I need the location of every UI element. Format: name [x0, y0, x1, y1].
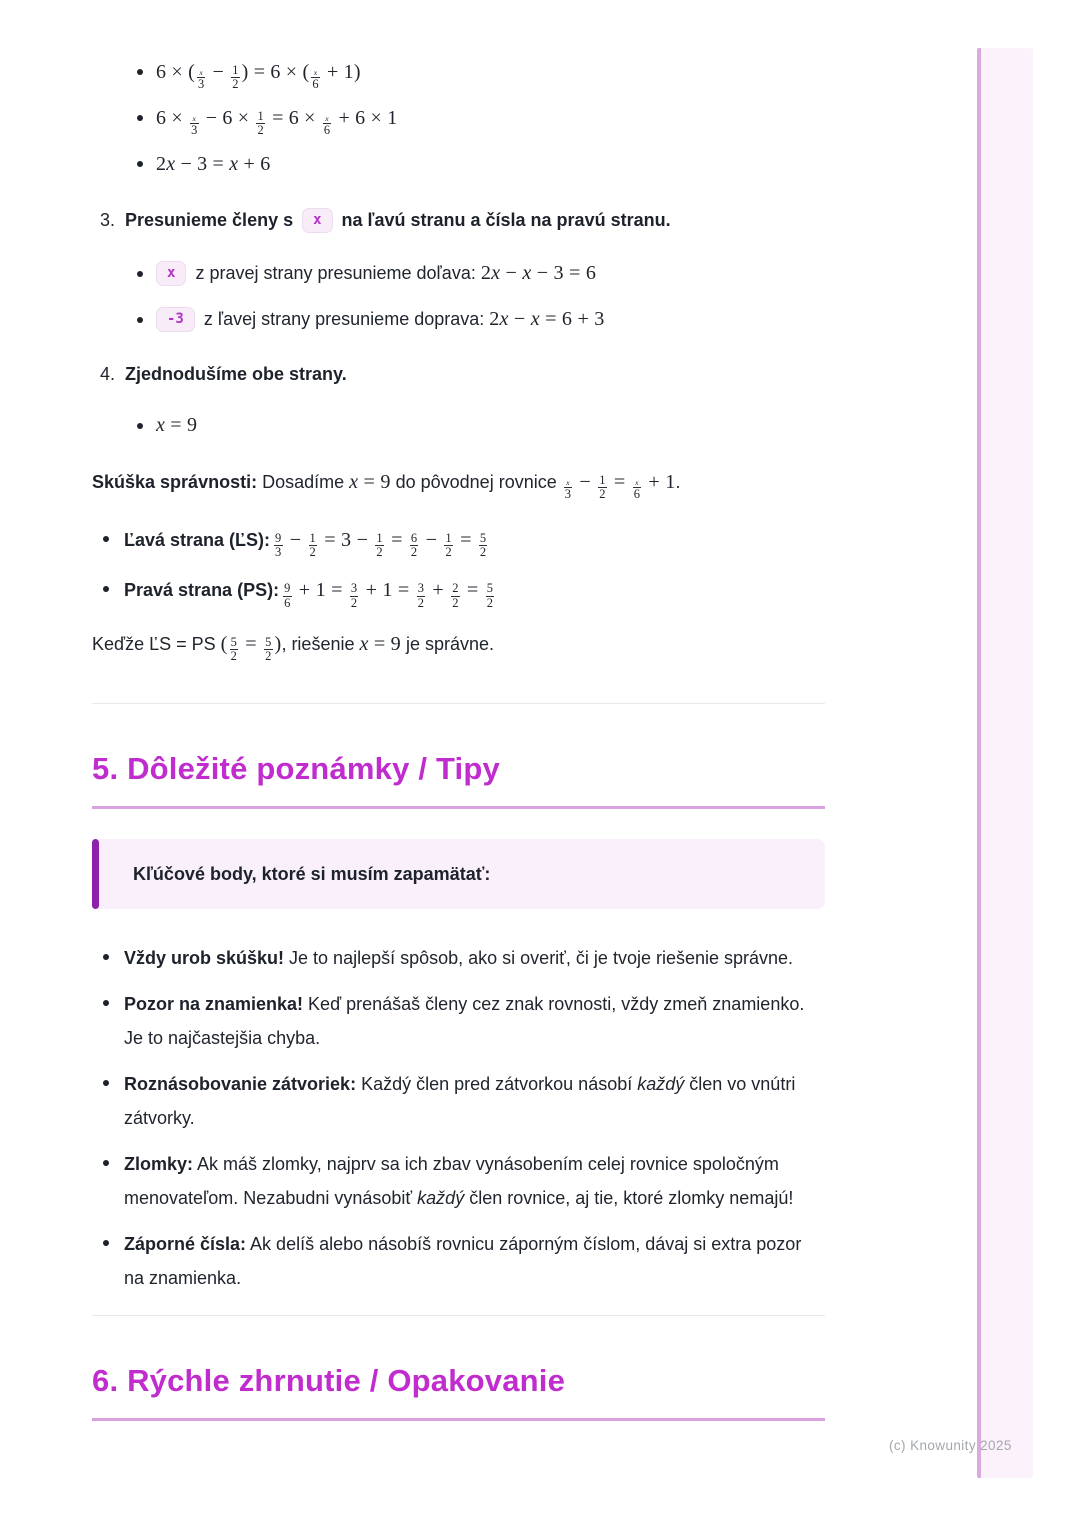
fraction-numerator: 5: [486, 581, 494, 596]
math-expression: $\frac{9}{3}$ − $\frac{1}{2}$ = 3 − $\frac{1}{2}$ = $\frac{6}{2}$ − $\frac{1}{2}$ = $\frac{5}{2}$: [275, 529, 487, 560]
section-divider: [92, 1315, 825, 1316]
text-run: do pôvodnej rovnice: [390, 472, 562, 493]
bullet-icon: [103, 586, 109, 592]
fraction-denominator: 2: [230, 648, 238, 663]
text-run: .: [675, 472, 681, 493]
text-run: , riešenie: [281, 633, 360, 654]
fraction-denominator: 2: [410, 545, 418, 560]
fraction-denominator: 2: [452, 595, 459, 610]
fraction-numerator: 1: [257, 109, 264, 123]
section-heading: 5. Dôležité poznámky / Tipy: [92, 750, 825, 809]
list-item: [92, 102, 825, 137]
italic-text: každý: [417, 1187, 465, 1208]
list-item-text: [124, 523, 489, 559]
math-expression: ( $\frac{5}{2}$ = $\frac{5}{2}$ ): [220, 632, 282, 663]
fraction: [190, 115, 198, 137]
math-variable: x: [325, 113, 329, 123]
fraction: [375, 532, 383, 559]
fraction-denominator: 2: [257, 123, 264, 138]
bold-text: Ľavá strana (ĽS):: [124, 530, 271, 551]
fraction: [479, 532, 487, 559]
text-run: Ak máš zlomky, najprv sa ich zbav vynásobením celej rovnice spoločným menovateľom. Nezabudni vynásobiť: [124, 1153, 779, 1208]
fraction-denominator: 3: [564, 487, 572, 502]
math-expression: 2x − x − 3 = 6: [480, 262, 597, 285]
inline-code-chip: x: [156, 261, 186, 286]
math-variable: x: [566, 477, 570, 487]
fraction-numerator: 3: [417, 581, 425, 596]
math-variable: x: [156, 414, 166, 437]
fraction: [283, 582, 291, 609]
list-item: [92, 56, 825, 91]
paragraph: [92, 630, 825, 663]
fraction-numerator: [633, 479, 641, 487]
numbered-item: [92, 206, 825, 234]
fraction-numerator: 5: [265, 634, 272, 649]
math-variable: x: [491, 262, 501, 285]
math-variable: x: [199, 67, 203, 77]
fraction: [633, 479, 641, 501]
list-item-text: [156, 148, 270, 180]
fraction: [256, 110, 264, 137]
text-run: Dosadíme: [257, 472, 350, 493]
fraction: [444, 532, 452, 559]
list-item: [92, 941, 825, 975]
list-item: [92, 523, 825, 559]
callout-accent-bar: [92, 839, 99, 909]
bold-text: Pozor na znamienka!: [124, 993, 304, 1014]
numbered-item-text: [125, 360, 347, 388]
fraction-denominator: 2: [350, 595, 358, 610]
list-item-text: [124, 1147, 825, 1215]
callout-box: [92, 839, 825, 909]
fraction: [274, 532, 282, 559]
math-expression: $\frac{x}{3}$ − $\frac{1}{2}$ = $\frac{x}{6}$ + 1: [564, 471, 676, 502]
fraction-denominator: 2: [445, 545, 452, 560]
list-item-text: [124, 941, 793, 975]
fraction-denominator: 3: [197, 77, 205, 91]
bullet-icon: [103, 1080, 109, 1086]
bullet-icon: [103, 1160, 109, 1166]
fraction: [264, 636, 272, 663]
fraction-numerator: 3: [350, 581, 358, 596]
fraction: [231, 64, 239, 91]
fraction-numerator: 1: [309, 531, 316, 546]
bullet-icon: [137, 161, 143, 167]
text-run: Ak delíš alebo násobíš rovnicu záporným číslom, dávaj si extra pozor na znamienka.: [124, 1233, 802, 1288]
text-run: Keď prenášaš členy cez znak rovnosti, vždy zmeň znamienko. Je to najčastejšia chyba.: [124, 993, 805, 1048]
bold-text: Pravá strana (PS):: [124, 580, 280, 601]
math-variable: x: [522, 262, 532, 285]
bullet-icon: [137, 69, 143, 75]
fraction-numerator: 5: [479, 531, 487, 546]
fraction-denominator: 2: [417, 595, 425, 610]
bullet-icon: [103, 954, 109, 960]
math-expression: 6 × ( $\frac{x}{3}$ − $\frac{1}{2}$ ) = 6 × ( $\frac{x}{6}$ + 1): [156, 61, 361, 91]
math-variable: x: [349, 471, 359, 494]
callout-text: Kľúčové body, ktoré si musím zapamätať:: [133, 863, 491, 884]
math-variable: x: [359, 632, 369, 655]
fraction: [350, 582, 358, 609]
fraction-denominator: 2: [232, 77, 239, 91]
fraction-denominator: 6: [633, 487, 641, 502]
bold-text: Záporné čísla:: [124, 1233, 247, 1254]
list-item-text: [124, 987, 825, 1055]
section-divider: [92, 703, 825, 704]
math-expression: x = 9: [359, 632, 401, 655]
math-expression: 2x − 3 = x + 6: [156, 153, 271, 176]
fraction: [230, 636, 238, 663]
math-variable: x: [192, 113, 197, 123]
math-variable: x: [313, 67, 318, 77]
math-variable: x: [530, 308, 540, 331]
fraction-denominator: 2: [486, 595, 494, 610]
fraction-denominator: 2: [599, 487, 606, 502]
math-expression: $\frac{9}{6}$ + 1 = $\frac{3}{2}$ + 1 = $\frac{3}{2}$ + $\frac{2}{2}$ = $\frac{5}{2}$: [284, 579, 494, 610]
list-item-text: [124, 573, 496, 609]
fraction-denominator: 3: [275, 545, 282, 560]
list-item: [92, 573, 825, 609]
list-item: [92, 1147, 825, 1215]
bullet-list: [92, 56, 825, 180]
text-run: z ľavej strany presunieme doprava:: [203, 309, 490, 330]
list-item: [92, 1227, 825, 1295]
fraction-numerator: [323, 115, 331, 123]
math-variable: x: [229, 153, 239, 176]
fraction-denominator: 6: [284, 595, 291, 610]
list-item-text: [124, 1067, 825, 1135]
fraction-numerator: [311, 69, 319, 77]
text-run: je správne.: [400, 633, 495, 654]
bullet-list: [92, 941, 825, 1295]
fraction: [564, 479, 572, 501]
bullet-list: [92, 410, 825, 440]
bullet-icon: [103, 1240, 109, 1246]
text-run: člen rovnice, aj tie, ktoré zlomky nemajú!: [464, 1187, 794, 1208]
content-column: [92, 0, 825, 1421]
math-variable: x: [499, 308, 509, 331]
fraction-numerator: 1: [599, 472, 606, 487]
fraction-denominator: 2: [265, 648, 272, 663]
bullet-icon: [137, 115, 143, 121]
fraction-numerator: 5: [230, 634, 238, 649]
math-variable: x: [635, 477, 639, 487]
bullet-icon: [103, 536, 109, 542]
fraction-numerator: 1: [445, 531, 452, 546]
bold-text: na ľavú stranu a čísla na pravú stranu.: [341, 210, 671, 231]
list-item: [92, 304, 825, 334]
bold-text: Skúška správnosti:: [92, 472, 258, 493]
item-number: 4.: [100, 364, 116, 385]
watermark: (c) Knowunity 2025: [889, 1438, 1012, 1453]
text-run: člen vo vnútri zátvorky.: [124, 1073, 796, 1128]
fraction-denominator: 6: [323, 123, 331, 138]
fraction: [410, 532, 418, 559]
list-item: [92, 148, 825, 180]
fraction-denominator: 2: [479, 545, 487, 560]
inline-code-chip: -3: [156, 307, 195, 332]
fraction-numerator: 1: [232, 62, 239, 77]
bold-text: Presunieme členy s: [125, 210, 294, 231]
fraction-denominator: 6: [312, 77, 319, 91]
next-page-preview-band: [977, 48, 1033, 1478]
fraction: [451, 582, 459, 609]
fraction-denominator: 2: [376, 545, 383, 560]
bold-text: Zlomky:: [124, 1153, 194, 1174]
fraction-denominator: 2: [309, 545, 316, 560]
bold-text: Vždy urob skúšku!: [124, 947, 285, 968]
fraction: [311, 69, 319, 91]
fraction-numerator: 6: [410, 531, 418, 546]
inline-code-chip: x: [302, 208, 332, 233]
fraction: [323, 115, 331, 137]
list-item-text: [156, 410, 197, 440]
fraction: [197, 69, 205, 91]
fraction-denominator: 3: [191, 123, 198, 138]
list-item: [92, 987, 825, 1055]
text-run: z pravej strany presunieme doľava:: [195, 263, 481, 284]
list-item-text: [156, 102, 397, 137]
math-expression: 6 × $\frac{x}{3}$ − 6 × $\frac{1}{2}$ = 6 × $\frac{x}{6}$ + 6 × 1: [156, 107, 398, 138]
text-run: Každý člen pred zátvorkou násobí: [356, 1073, 638, 1094]
list-item-text: [156, 258, 596, 288]
fraction-numerator: 9: [284, 581, 291, 596]
bullet-list: [92, 523, 825, 609]
bullet-icon: [103, 1000, 109, 1006]
list-item-text: [156, 304, 605, 334]
math-variable: x: [166, 153, 176, 176]
bold-text: Zjednodušíme obe strany.: [125, 364, 347, 385]
bullet-icon: [137, 317, 143, 323]
math-expression: x = 9: [349, 471, 391, 494]
text-run: Keďže ĽS = PS: [92, 633, 221, 654]
fraction: [309, 532, 317, 559]
fraction: [598, 474, 606, 501]
fraction-numerator: [197, 69, 205, 77]
fraction-numerator: 1: [376, 531, 383, 546]
fraction-numerator: 2: [452, 581, 459, 596]
bold-text: Roznásobovanie zátvoriek:: [124, 1073, 357, 1094]
fraction-numerator: [190, 115, 198, 123]
fraction: [417, 582, 425, 609]
italic-text: každý: [637, 1073, 685, 1094]
section-heading: 6. Rýchle zhrnutie / Opakovanie: [92, 1362, 825, 1421]
bullet-icon: [137, 423, 143, 429]
fraction-numerator: 9: [275, 531, 282, 546]
bullet-icon: [137, 271, 143, 277]
numbered-item-text: [125, 206, 671, 234]
fraction: [486, 582, 494, 609]
list-item: [92, 1067, 825, 1135]
math-expression: 2x − x = 6 + 3: [489, 308, 605, 331]
list-item: [92, 410, 825, 440]
numbered-item: [92, 360, 825, 388]
math-expression: x = 9: [156, 414, 198, 437]
item-number: 3.: [100, 210, 116, 231]
text-run: Je to najlepší spôsob, ako si overiť, či je tvoje riešenie správne.: [284, 947, 794, 968]
paragraph: [92, 468, 825, 501]
bullet-list: [92, 258, 825, 334]
list-item: [92, 258, 825, 288]
fraction-numerator: [564, 479, 572, 487]
list-item-text: [124, 1227, 825, 1295]
list-item-text: [156, 56, 361, 91]
